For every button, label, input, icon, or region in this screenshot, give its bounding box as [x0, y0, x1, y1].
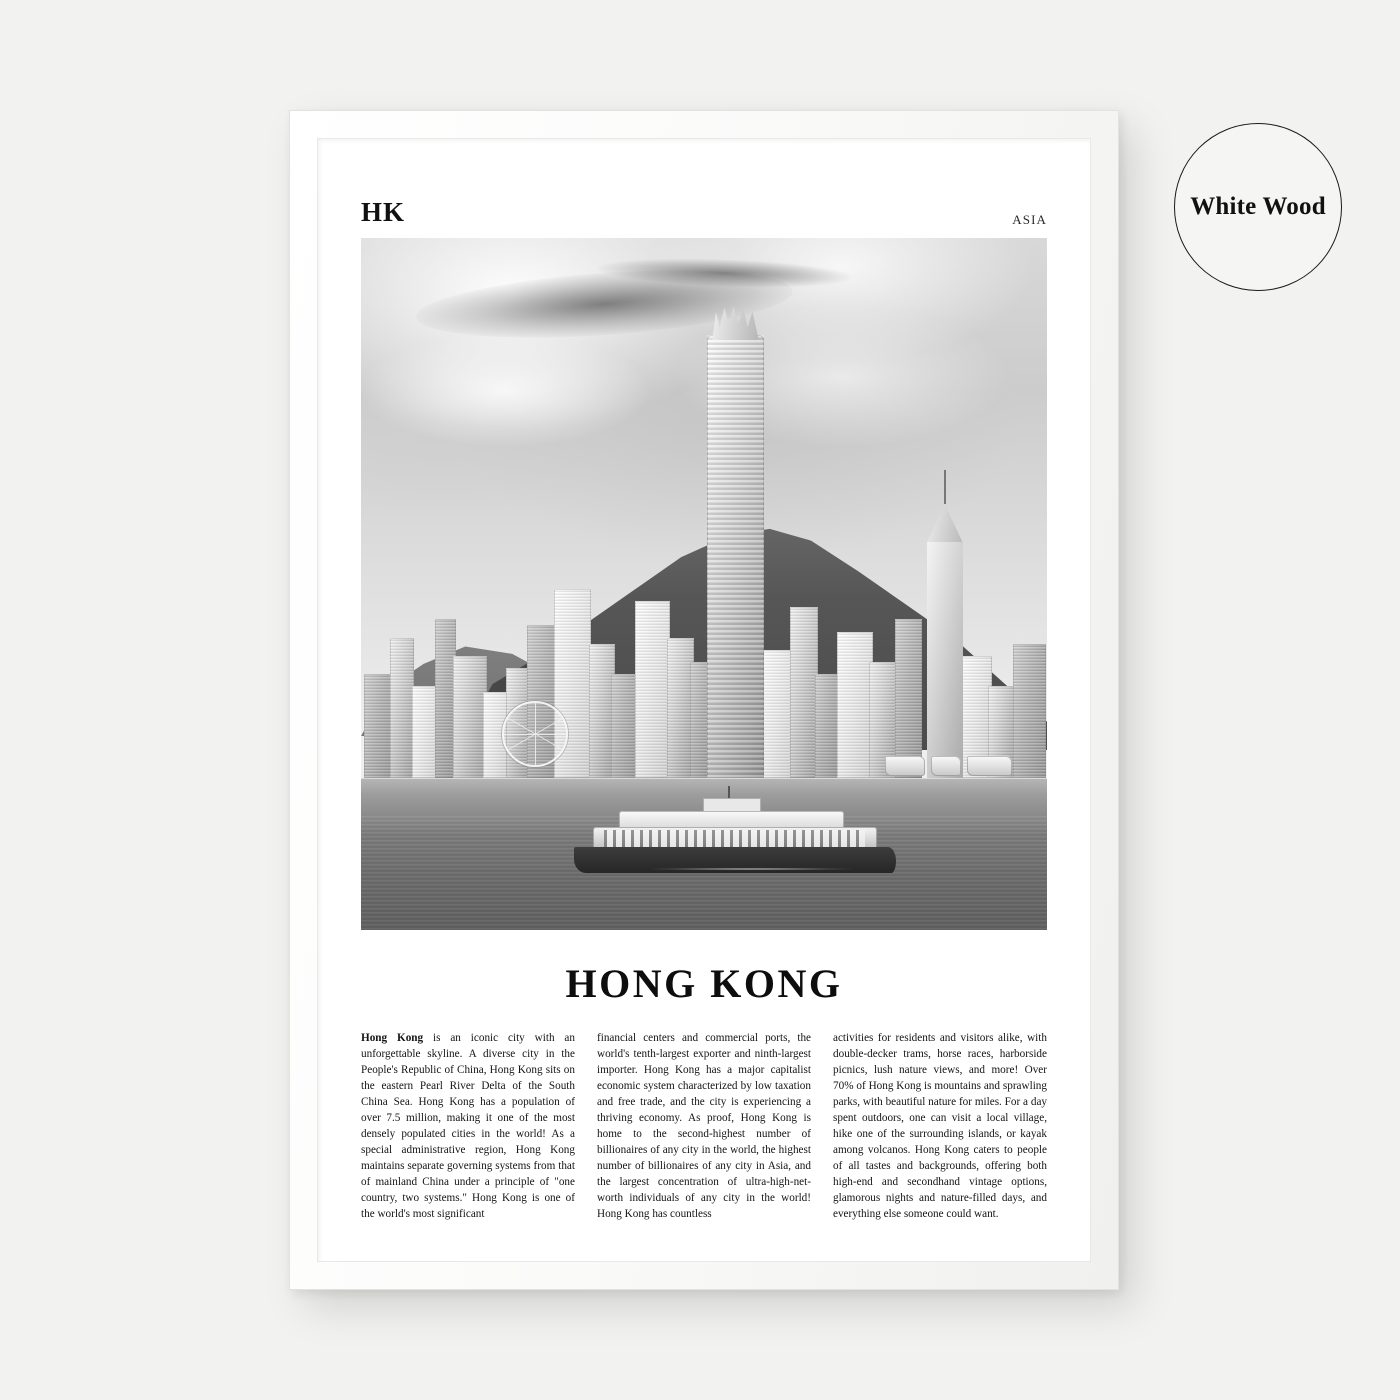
- body-lead-in: Hong Kong: [361, 1031, 424, 1044]
- right-tower: [927, 542, 963, 777]
- body-text-1: is an iconic city with an unforgettable skyline. A diverse city in the People's Republic of China, Hong Kong sits on the eastern Pearl River Delta of the South China Sea. Hong Kong has a population of over 7.5 million, making it one of the most densely populated cities in the world! As a special administrative region, Hong Kong maintains separate governing systems from that of mainland China under a principle of "one country, two systems." Hong Kong is one of the world's most significant: [361, 1031, 575, 1220]
- frame-material-badge: [1174, 123, 1342, 291]
- moored-ships: [882, 748, 1033, 776]
- poster-photograph: [361, 238, 1047, 930]
- star-ferry: [574, 804, 896, 873]
- poster-city-code: HK: [361, 197, 406, 227]
- poster-body-columns: [361, 1030, 1047, 1222]
- frame-material-label: White Wood: [1190, 193, 1326, 220]
- poster: [317, 138, 1091, 1262]
- cloud-light-left: [361, 335, 649, 446]
- poster-region-label: ASIA: [1012, 212, 1047, 227]
- body-column-3: [833, 1030, 1047, 1222]
- body-text-2: financial centers and commercial ports, the world's tenth-largest exporter and ninth-largest importer. Hong Kong has a major capitalist economic system characterized by low taxation and free trade, and the city is experiencing a thriving economy. As proof, Hong Kong is home to the second-highest number of billionaires of any city in the world, the highest number of billionaires of any city in Asia, and the largest concentration of ultra-high-net-worth individuals of any city in the world! Hong Kong has countless: [597, 1031, 811, 1220]
- poster-title: HONG KONG: [565, 960, 843, 1006]
- poster-header: [361, 197, 1047, 227]
- ferry-wake: [651, 868, 851, 870]
- right-tower-antenna: [944, 470, 946, 505]
- body-text-3: activities for residents and visitors alike, with double-decker trams, horse races, harborside picnics, lush nature views, and more! Over 70% of Hong Kong is mountains and sprawling parks, with beautiful nature for miles. For a day spent outdoors, one can visit a local village, hike one of the surrounding islands, or kayak among volcanos. Hong Kong caters to people of all tastes and backgrounds, offering both high-end and secondhand vintage options, glamorous nights and nature-filled days, and everything else someone could want.: [833, 1031, 1047, 1220]
- observation-wheel: [502, 701, 568, 767]
- body-column-2: [597, 1030, 811, 1222]
- ifc-tower: [707, 335, 763, 778]
- body-column-1: [361, 1030, 575, 1222]
